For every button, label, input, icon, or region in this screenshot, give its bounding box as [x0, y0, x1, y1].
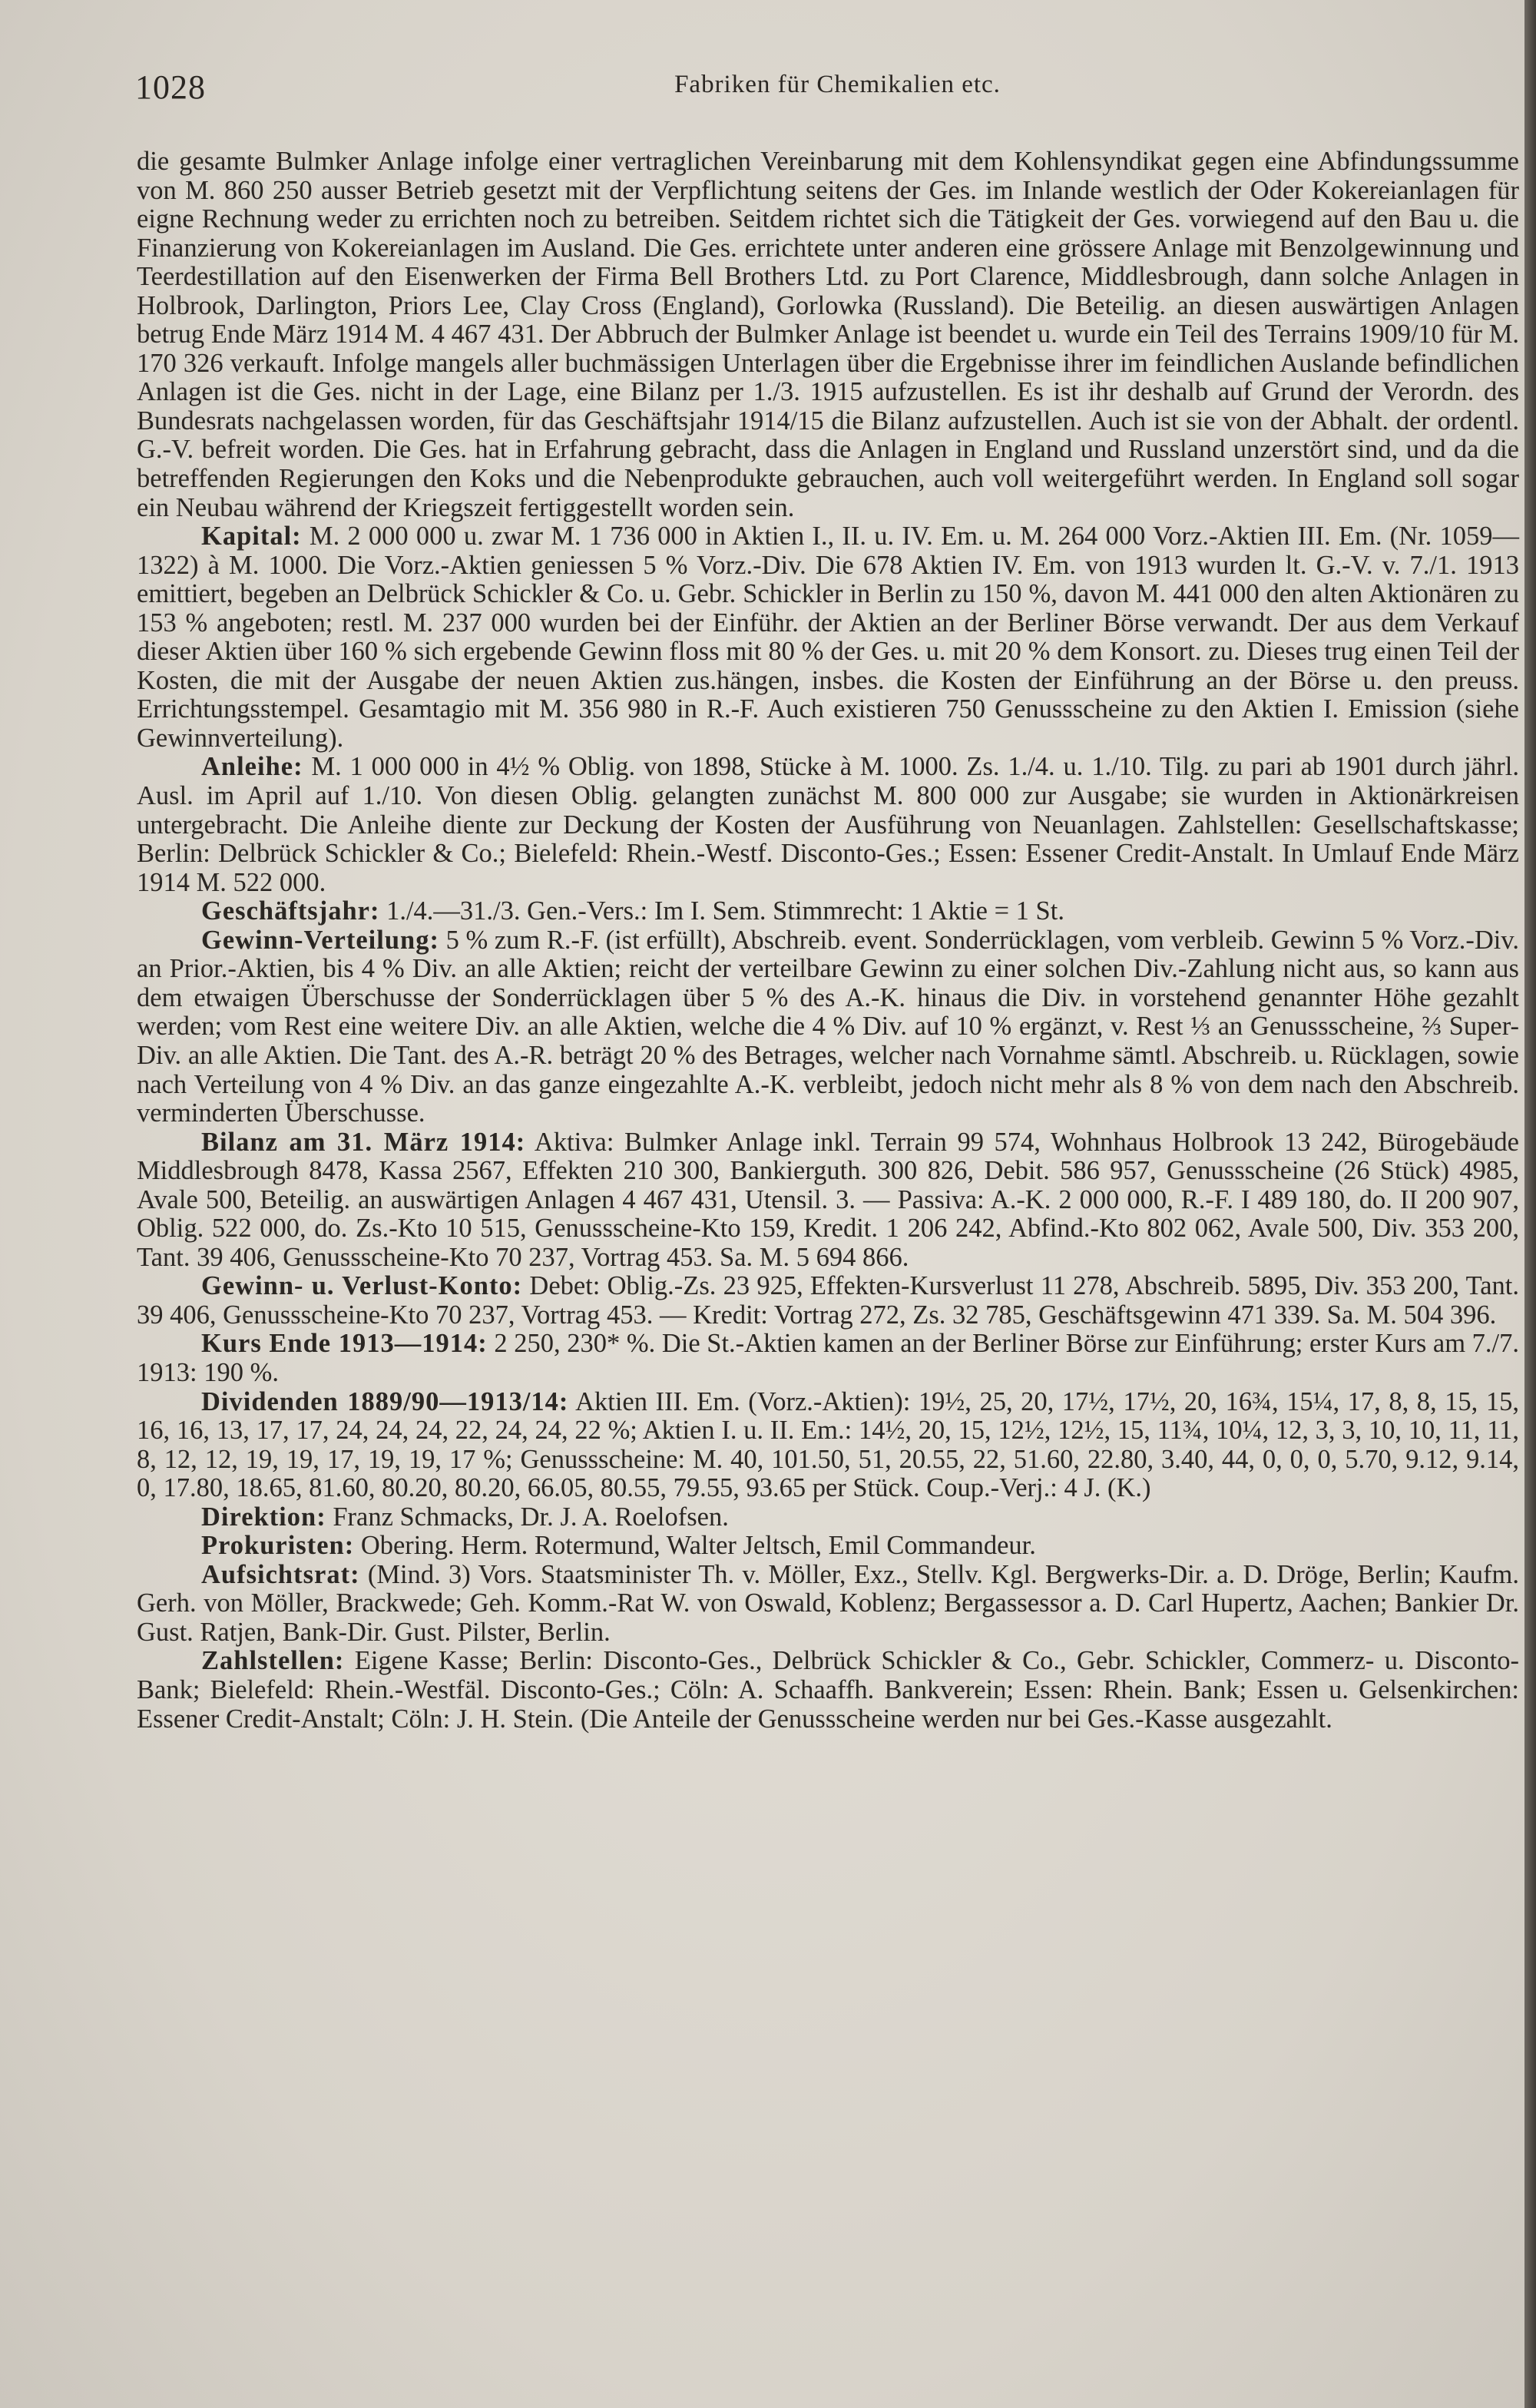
paragraph-zahlstellen: [137, 1647, 1519, 1734]
paragraph-text: (Mind. 3) Vors. Staatsminister Th. v. Möller, Exz., Stellv. Kgl. Bergwerks-Dir. a. D. Dröge, Berlin; Kaufm. Gerh. von Möller, Brackwede; Geh. Komm.-Rat W. von Oswald, Koblenz; Bergassessor a. D. Carl Hupertz, Aachen; Bankier Dr. Gust. Ratjen, Bank-Dir. Gust. Pilster, Berlin.: [137, 1559, 1520, 1647]
paragraph-text: die gesamte Bulmker Anlage infolge einer vertraglichen Vereinbarung mit dem Kohlensyndikat gegen eine Abfindungssumme von M. 860 250 ausser Betrieb gesetzt mit der Verpflichtung seitens der Ges. im Inlande westlich der Oder Kokereianlagen für eigne Rechnung weder zu errichten noch zu betreiben. Seitdem richtet sich die Tätigkeit der Ges. vorwiegend auf den Bau u. die Finanzierung von Kokereianlagen im Ausland. Die Ges. errichtete unter anderen eine grössere Anlage mit Benzolgewinnung und Teerdestillation auf den Eisenwerken der Firma Bell Brothers Ltd. zu Port Clarence, Middlesbrough, dann solche Anlagen in Holbrook, Darlington, Priors Lee, Clay Cross (England), Gorlowka (Russland). Die Beteilig. an diesen auswärtigen Anlagen betrug Ende März 1914 M. 4 467 431. Der Abbruch der Bulmker Anlage ist beendet u. wurde ein Teil des Terrains 1909/10 für M. 170 326 verkauft. Infolge mangels aller buchmässigen Unterlagen über die Ergebnisse ihrer im feindlichen Auslande befindlichen Anlagen ist die Ges. nicht in der Lage, eine Bilanz per 1./3. 1915 aufzustellen. Es ist ihr deshalb auf Grund der Verordn. des Bundesrats nachgelassen worden, für das Geschäftsjahr 1914/15 die Bilanz aufzustellen. Auch ist sie von der Abhalt. der ordentl. G.-V. befreit worden. Die Ges. hat in Erfahrung gebracht, dass die Anlagen in England und Russland unzerstört sind, und da die betreffenden Regierungen den Koks und die Nebenprodukte gebrauchen, auch voll weitergeführt werden. In England soll sogar ein Neubau während der Kriegszeit fertiggestellt worden sein.: [137, 147, 1519, 522]
paragraph-bilanz: [137, 1128, 1519, 1273]
page-header: [135, 68, 1478, 114]
paragraph-text: M. 1 000 000 in 4½ % Oblig. von 1898, Stücke à M. 1000. Zs. 1./4. u. 1./10. Tilg. zu pari ab 1901 durch jährl. Ausl. im April auf 1./10. Von diesen Oblig. gelangten zunächst M. 800 000 zur Ausgabe; sie wurden in Aktionärkreisen untergebracht. Die Anleihe diente zur Deckung der Kosten der Ausführung von Neuanlagen. Zahlstellen: Gesellschaftskasse; Berlin: Delbrück Schickler & Co.; Bielefeld: Rhein.-Westf. Disconto-Ges.; Essen: Essener Credit-Anstalt. In Umlauf Ende März 1914 M. 522 000.: [137, 752, 1519, 897]
section-label: Prokuristen:: [201, 1531, 355, 1561]
paragraph-text: Franz Schmacks, Dr. J. A. Roelofsen.: [333, 1502, 729, 1532]
paragraph-dividenden: [137, 1388, 1519, 1503]
paragraph-gewinn-verlust: [137, 1272, 1519, 1330]
paragraph-text: Eigene Kasse; Berlin: Disconto-Ges., Delbrück Schickler & Co., Gebr. Schickler, Commerz- u. Disconto-Bank; Bielefeld: Rhein.-Westfäl. Disconto-Ges.; Cöln: A. Schaaffh. Bankverein; Essen: Rhein. Bank; Essen u. Gelsenkirchen: Essener Credit-Anstalt; Cöln: J. H. Stein. (Die Anteile der Genussscheine werden nur bei Ges.-Kasse ausgezahlt.: [137, 1646, 1520, 1734]
paragraph-intro: [137, 147, 1519, 522]
section-label: Bilanz am 31. März 1914:: [201, 1127, 526, 1157]
paragraph-kurs: [137, 1330, 1519, 1387]
running-head: Fabriken für Chemikalien etc.: [674, 71, 1001, 98]
section-label: Geschäftsjahr:: [201, 896, 380, 926]
paragraph-prokuristen: [137, 1532, 1519, 1561]
paragraph-geschaeftsjahr: [137, 897, 1519, 926]
section-label: Kurs Ende 1913—1914:: [201, 1329, 488, 1359]
paragraph-text: Aktien III. Em. (Vorz.-Aktien): 19½, 25, 20, 17½, 17½, 20, 16¾, 15¼, 17, 8, 8, 15, 15, 16, 16, 13, 17, 17, 24, 24, 24, 22, 24, 24, 22 %; Aktien I. u. II. Em.: 14½, 20, 15, 12½, 12½, 15, 11¾, 10¼, 12, 3, 3, 10, 10, 11, 11, 8, 12, 12, 19, 19, 17, 19, 19, 17 %; Genussscheine: M. 40, 101.50, 51, 20.55, 22, 51.60, 22.80, 3.40, 44, 0, 0, 0, 5.70, 9.12, 9.14, 0, 17.80, 18.65, 81.60, 80.20, 80.20, 66.05, 80.55, 79.55, 93.65 per Stück. Coup.-Verj.: 4 J. (K.): [137, 1386, 1519, 1503]
section-label: Aufsichtsrat:: [201, 1559, 360, 1589]
page-edge-shadow: [1524, 0, 1536, 2408]
paragraph-aufsichtsrat: [137, 1561, 1519, 1648]
page-body: [137, 147, 1519, 1734]
section-label: Anleihe:: [201, 752, 303, 782]
paragraph-anleihe: [137, 753, 1519, 897]
paragraph-text: Debet: Oblig.-Zs. 23 925, Effekten-Kursverlust 11 278, Abschreib. 5895, Div. 353 200, Tant. 39 406, Genussscheine-Kto 70 237, Vortrag 453. — Kredit: Vortrag 272, Zs. 32 785, Geschäftsgewinn 471 339. Sa. M. 504 396.: [137, 1271, 1520, 1330]
paragraph-text: 2 250, 230* %. Die St.-Aktien kamen an der Berliner Börse zur Einführung; erster Kurs am 7./7. 1913: 190 %.: [137, 1329, 1520, 1387]
page-number: 1028: [135, 68, 206, 106]
paragraph-text: M. 2 000 000 u. zwar M. 1 736 000 in Aktien I., II. u. IV. Em. u. M. 264 000 Vorz.-Aktien III. Em. (Nr. 1059—1322) à M. 1000. Die Vorz.-Aktien geniessen 5 % Vorz.-Div. Die 678 Aktien IV. Em. von 1913 wurden lt. G.-V. v. 7./1. 1913 emittiert, begeben an Delbrück Schickler & Co. u. Gebr. Schickler in Berlin zu 150 %, davon M. 441 000 den alten Aktionären zu 153 % angeboten; restl. M. 237 000 wurden bei der Einführ. der Aktien an der Berliner Börse verwandt. Der aus dem Verkauf dieser Aktien über 160 % sich ergebende Gewinn floss mit 80 % der Ges. u. mit 20 % dem Konsort. zu. Dieses trug einen Teil der Kosten, die mit der Ausgabe der neuen Aktien zus.hängen, insbes. die Kosten der Einführung an der Börse u. den preuss. Errichtungsstempel. Gesamtagio mit M. 356 980 in R.-F. Auch existieren 750 Genussscheine zu den Aktien I. Emission (siehe Gewinnverteilung).: [137, 522, 1520, 753]
paragraph-text: Aktiva: Bulmker Anlage inkl. Terrain 99 574, Wohnhaus Holbrook 13 242, Bürogebäude Middlesbrough 8478, Kassa 2567, Effekten 210 300, Bankierguth. 300 826, Debit. 586 957, Genussscheine (26 Stück) 4985, Avale 500, Beteilig. an auswärtigen Anlagen 4 467 431, Utensil. 3. — Passiva: A.-K. 2 000 000, R.-F. I 489 180, do. II 200 907, Oblig. 522 000, do. Zs.-Kto 10 515, Genussscheine-Kto 159, Kredit. 1 206 242, Abfind.-Kto 802 062, Avale 500, Div. 353 200, Tant. 39 406, Genussscheine-Kto 70 237, Vortrag 453. Sa. M. 5 694 866.: [137, 1127, 1519, 1272]
paragraph-text: 1./4.—31./3. Gen.-Vers.: Im I. Sem. Stimmrecht: 1 Aktie = 1 St.: [386, 896, 1064, 926]
section-label: Direktion:: [201, 1502, 326, 1532]
paragraph-gewinn-verteilung: [137, 926, 1519, 1128]
section-label: Kapital:: [201, 522, 302, 551]
section-label: Dividenden 1889/90—1913/14:: [201, 1386, 569, 1416]
section-label: Gewinn- u. Verlust-Konto:: [201, 1271, 523, 1301]
section-label: Gewinn-Verteilung:: [201, 925, 439, 955]
paragraph-kapital: [137, 522, 1519, 753]
paragraph-direktion: [137, 1503, 1519, 1532]
paragraph-text: Obering. Herm. Rotermund, Walter Jeltsch, Emil Commandeur.: [360, 1531, 1036, 1561]
section-label: Zahlstellen:: [201, 1646, 345, 1676]
paragraph-text: 5 % zum R.-F. (ist erfüllt), Abschreib. event. Sonderrücklagen, vom verbleib. Gewinn 5 % Vorz.-Div. an Prior.-Aktien, bis 4 % Div. an alle Aktien; reicht der verteilbare Gewinn zu einer solchen Div.-Zahlung nicht aus, so kann aus dem etwaigen Überschusse der Sonderrücklagen über 5 % des A.-K. hinaus die Div. in vorstehend genannter Höhe gezahlt werden; vom Rest eine weitere Div. an alle Aktien, welche die 4 % Div. auf 10 % ergänzt, v. Rest ⅓ an Genussscheine, ⅔ Super-Div. an alle Aktien. Die Tant. des A.-R. beträgt 20 % des Betrages, welcher nach Vornahme sämtl. Abschreib. u. Rücklagen, sowie nach Verteilung von 4 % Div. an das ganze eingezahlte A.-K. verbleibt, jedoch nicht mehr als 8 % von dem nach den Abschreib. verminderten Überschusse.: [137, 925, 1519, 1128]
